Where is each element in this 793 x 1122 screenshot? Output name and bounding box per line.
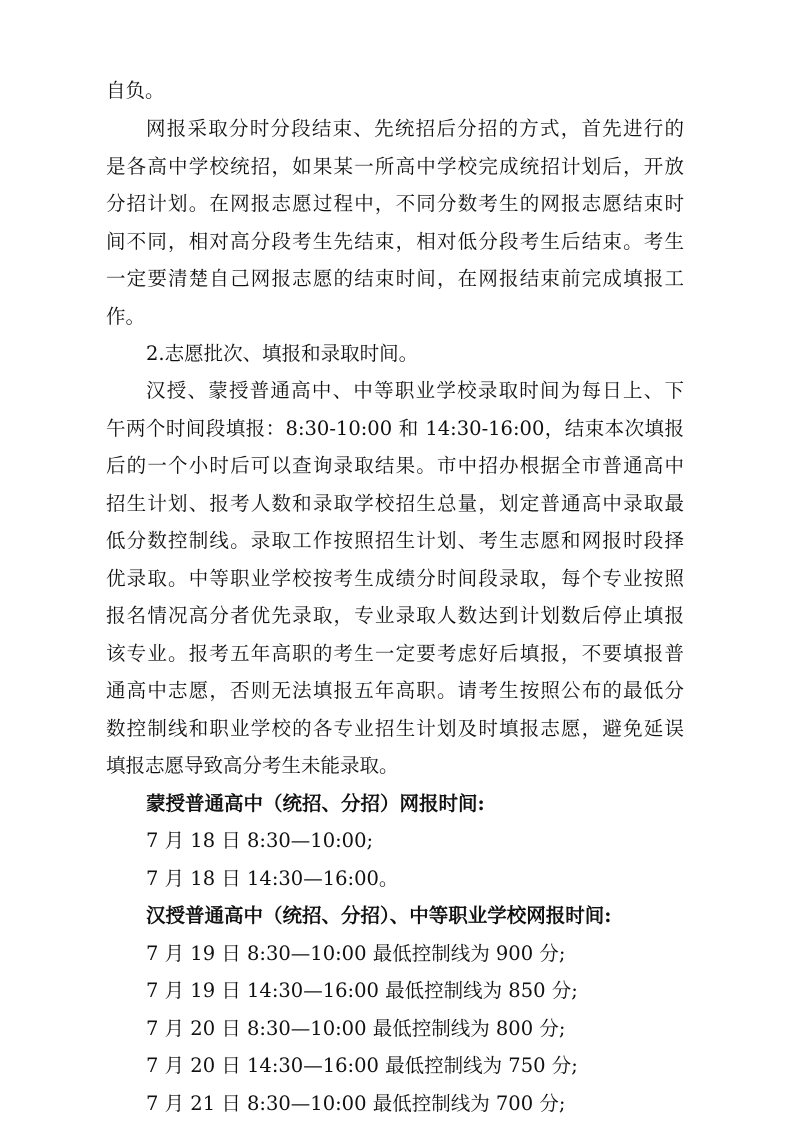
paragraph-line: 低分数控制线。录取工作按照招生计划、考生志愿和网报时段择 — [106, 529, 684, 552]
paragraph-line: 填报志愿导致高分考生未能录取。 — [106, 754, 399, 777]
paragraph-line: 优录取。中等职业学校按考生成绩分时间段录取，每个专业按照 — [106, 567, 684, 590]
schedule-item: 7 月 20 日 8:30—10:00 最低控制线为 800 分; — [146, 1017, 566, 1040]
paragraph-line: 一定要清楚自己网报志愿的结束时间，在网报结束前完成填报工 — [106, 267, 684, 290]
text-line: 自负。 — [106, 79, 165, 102]
paragraph-line: 作。 — [106, 305, 146, 328]
paragraph-line: 汉授、蒙授普通高中、中等职业学校录取时间为每日上、下 — [146, 379, 684, 402]
schedule-heading-han: 汉授普通高中（统招、分招）、中等职业学校网报时间: — [146, 904, 612, 927]
paragraph-line: 该专业。报考五年高职的考生一定要考虑好后填报，不要填报普 — [106, 642, 684, 665]
paragraph-line: 分招计划。在网报志愿过程中，不同分数考生的网报志愿结束时 — [106, 192, 684, 215]
schedule-heading-mongolian: 蒙授普通高中（统招、分招）网报时间: — [146, 792, 485, 815]
paragraph-line: 通高中志愿，否则无法填报五年高职。请考生按照公布的最低分 — [106, 679, 684, 702]
schedule-item: 7 月 21 日 8:30—10:00 最低控制线为 700 分; — [146, 1092, 566, 1115]
paragraph-line: 后的一个小时后可以查询录取结果。市中招办根据全市普通高中 — [106, 454, 684, 477]
paragraph-line: 间不同，相对高分段考生先结束，相对低分段考生后结束。考生 — [106, 230, 684, 253]
paragraph-line: 午两个时间段填报：8:30-10:00 和 14:30-16:00，结束本次填报 — [106, 417, 684, 440]
schedule-item: 7 月 18 日 8:30—10:00; — [146, 829, 374, 852]
paragraph-line: 报名情况高分者优先录取，专业录取人数达到计划数后停止填报 — [106, 604, 684, 627]
section-heading: 2.志愿批次、填报和录取时间。 — [146, 342, 419, 365]
paragraph-line: 是各高中学校统招，如果某一所高中学校完成统招计划后，开放 — [106, 155, 684, 178]
schedule-item: 7 月 19 日 8:30—10:00 最低控制线为 900 分; — [146, 942, 566, 965]
paragraph-line: 招生计划、报考人数和录取学校招生总量，划定普通高中录取最 — [106, 492, 684, 515]
schedule-item: 7 月 18 日 14:30—16:00。 — [146, 867, 399, 890]
schedule-item: 7 月 19 日 14:30—16:00 最低控制线为 850 分; — [146, 979, 578, 1002]
schedule-item: 7 月 20 日 14:30—16:00 最低控制线为 750 分; — [146, 1054, 578, 1077]
paragraph-line: 数控制线和职业学校的各专业招生计划及时填报志愿，避免延误 — [106, 717, 684, 740]
paragraph-line: 网报采取分时分段结束、先统招后分招的方式，首先进行的 — [146, 117, 684, 140]
